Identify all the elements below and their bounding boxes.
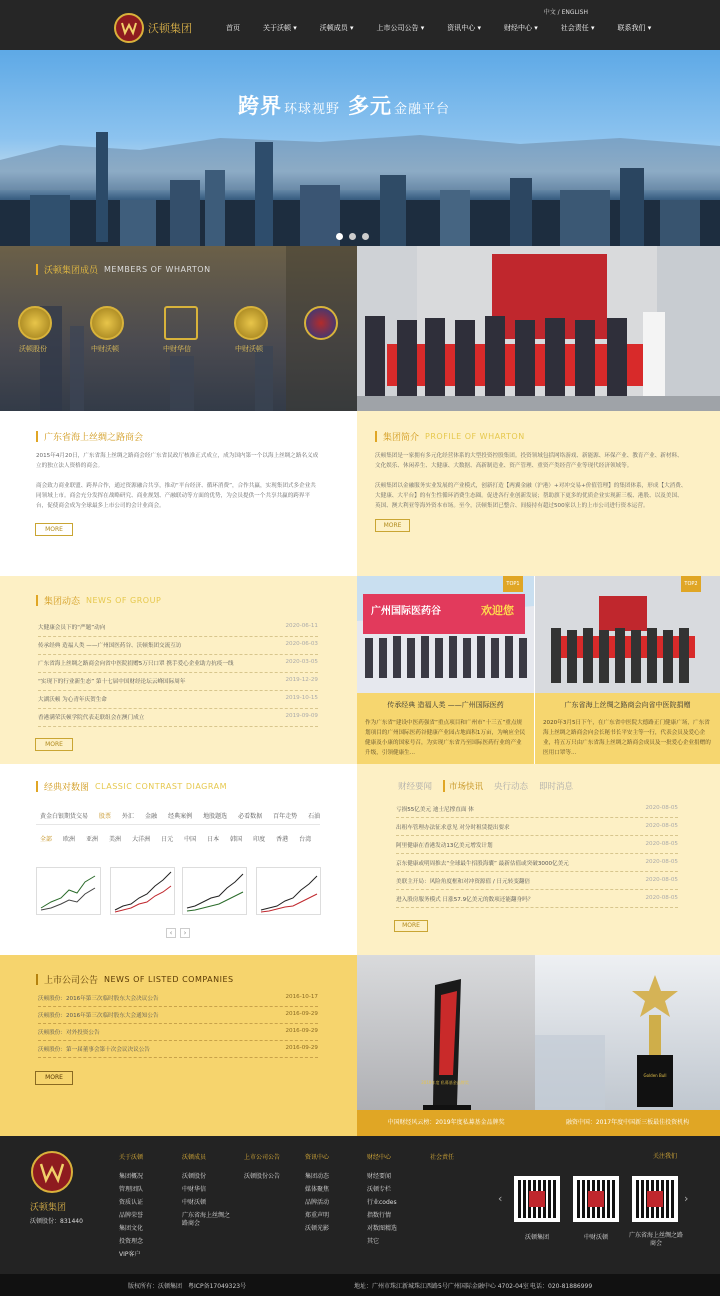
finance-item-date: 2020-08-05	[645, 841, 678, 847]
tabs-divider	[36, 824, 320, 825]
qr-code-icon	[514, 1176, 560, 1222]
dynamics-item-date: 2019-09-09	[285, 713, 318, 719]
logo-text: 沃顿集团	[148, 22, 192, 35]
dynamics-list-item[interactable]	[38, 713, 318, 727]
top-news-title: 传承经典 造福人类 ——广州国际医药	[387, 701, 504, 709]
contrast-chart-thumbnail[interactable]	[182, 867, 247, 915]
nav-responsibility[interactable]	[561, 23, 595, 33]
nav-finance[interactable]	[504, 23, 538, 33]
footer-link[interactable]: 郑重声明	[305, 1212, 330, 1219]
members-title-en: MEMBERS OF WHARTON	[104, 265, 211, 274]
finance-tab[interactable]: 央行动态	[494, 782, 529, 792]
finance-list-item[interactable]	[396, 877, 678, 890]
member-badge-icon[interactable]	[164, 306, 198, 340]
copyright-text: 版权所有：沃顿集团 粤ICP备17049323号	[128, 1283, 247, 1290]
nav-home[interactable]: 首页	[226, 24, 240, 32]
chevron-down-icon: ▾	[420, 24, 425, 32]
profile-more-button[interactable]: MORE	[375, 519, 410, 532]
region-tab[interactable]: 台湾	[299, 836, 312, 843]
footer-link[interactable]: 集团概况	[119, 1173, 144, 1180]
finance-list-item[interactable]	[396, 805, 678, 818]
footer-link[interactable]: 沃顿股份公告	[244, 1173, 281, 1180]
donation-photo[interactable]	[357, 246, 720, 411]
contrast-chart-image	[183, 868, 246, 914]
pager-next-button[interactable]: ›	[180, 928, 190, 938]
qr-label: 广东省海上丝绸之路商会	[628, 1232, 683, 1247]
carousel-dots	[336, 233, 369, 240]
region-tab[interactable]: 大洋洲	[132, 836, 151, 843]
language-switch	[544, 7, 588, 16]
footer-link[interactable]: 其它	[367, 1238, 380, 1245]
footer-link[interactable]: 沃顿股份	[182, 1173, 207, 1180]
qr-prev-arrow-icon[interactable]: ‹	[498, 1192, 503, 1205]
dynamics-list-item[interactable]	[38, 659, 318, 673]
footer-column-head: 社会责任	[430, 1154, 455, 1161]
finance-item-date: 2020-08-05	[645, 823, 678, 829]
finance-tab[interactable]: 即时消息	[539, 782, 574, 792]
finance-tab[interactable]: 财经要闻	[398, 782, 433, 792]
dynamics-title-cn: 集团动态	[44, 597, 81, 607]
member-badge-icon[interactable]	[90, 306, 124, 340]
dynamics-item-text: 广东省海上丝绸之路商会向省中医院捐赠5万只口罩 携手爱心企业助力抗疫一线	[38, 661, 234, 667]
nav-contact[interactable]	[618, 23, 652, 33]
listed-item-date: 2016-10-17	[285, 994, 318, 1000]
finance-list-item[interactable]	[396, 859, 678, 872]
contrast-chart-thumbnail[interactable]	[110, 867, 175, 915]
footer-column	[182, 1151, 230, 1228]
star-trophy-icon	[535, 955, 720, 1136]
pager-prev-button[interactable]: ‹	[166, 928, 176, 938]
footer-link[interactable]: 沃顿光影	[305, 1225, 330, 1232]
footer-link[interactable]: 中财沃顿	[182, 1199, 207, 1206]
region-tab[interactable]: 印度	[253, 836, 266, 843]
association-more-button[interactable]: MORE	[35, 523, 73, 536]
profile-title-cn: 集团简介	[383, 433, 420, 443]
footer-column-head: 上市公司公告	[244, 1154, 281, 1161]
dynamics-item-date: 2020-06-11	[285, 623, 318, 629]
finance-item-text: 出租车管理办法征求意见 对分时租赁提出要求	[396, 825, 510, 831]
listed-list-item[interactable]	[38, 994, 318, 1007]
footer-link[interactable]: 指数行情	[367, 1212, 392, 1219]
listed-list-item[interactable]	[38, 1028, 318, 1041]
top-news-photo-image	[535, 576, 720, 693]
finance-tabs	[398, 780, 584, 792]
dynamics-more-button[interactable]: MORE	[35, 738, 73, 751]
hero-slogan	[238, 90, 458, 120]
contrast-tab[interactable]: 经典案例	[168, 813, 193, 820]
contrast-chart-image	[111, 868, 174, 914]
poster-subtitle: 欢迎您	[481, 604, 514, 617]
contrast-tab[interactable]: 石油	[308, 813, 321, 820]
region-tab[interactable]: 中国	[184, 836, 197, 843]
footer-link[interactable]: 沃顿专栏	[367, 1186, 392, 1193]
dynamics-item-text: 大健康会员下的“严题”动向	[38, 625, 106, 631]
footer-link[interactable]: 品牌荣誉	[119, 1212, 144, 1219]
footer-link[interactable]: 集团文化	[119, 1225, 144, 1232]
footer-logo[interactable]	[30, 1150, 74, 1196]
top-news-tag: TOP1	[503, 576, 523, 592]
finance-list-item[interactable]	[396, 823, 678, 836]
nav-responsibility-label: 社会责任	[560, 24, 589, 32]
footer-column	[367, 1151, 397, 1248]
region-tab[interactable]: 韩国	[230, 836, 243, 843]
footer-link[interactable]: 行业codes	[367, 1199, 397, 1206]
footer-logo-text: 沃顿集团	[30, 1203, 67, 1213]
hero-small-1: 环球视野	[284, 102, 341, 117]
listed-item-text: 沃顿股份：2016年第三次临时股东大会决议公告	[38, 996, 159, 1002]
chevron-down-icon: ▾	[590, 24, 595, 32]
carousel-dot[interactable]	[362, 233, 369, 240]
listed-item-date: 2016-09-29	[285, 1011, 318, 1017]
members-title-cn: 沃顿集团成员	[44, 266, 99, 276]
title-bar	[36, 264, 38, 275]
footer-column-head: 关于沃顿	[119, 1154, 144, 1161]
footer-column	[305, 1151, 329, 1235]
member-label[interactable]: 中财华信	[163, 345, 191, 353]
title-bar	[36, 974, 38, 985]
top-news-title: 广东省海上丝绸之路商会向省中医院捐赠	[564, 701, 691, 709]
award-caption: 融资中国：2017年度中国新三板最佳投资机构	[535, 1110, 720, 1136]
dynamics-list-item[interactable]	[38, 695, 318, 709]
carousel-dot[interactable]	[336, 233, 343, 240]
contrast-title-cn: 经典对数图	[44, 783, 90, 793]
finance-item-text: 京东健康或明周推去“全球最牛招股海囊” 最新估值或突破3000亿美元	[396, 861, 569, 867]
top-news-photo-image	[357, 576, 534, 693]
chevron-down-icon: ▾	[349, 24, 354, 32]
footer-link[interactable]: 路商会	[182, 1220, 201, 1227]
qr-label: 沃顿集团	[524, 1234, 549, 1241]
finance-item-text: 美联主开局：风险角度框和对冲资源值 / 日元转变翻倍	[396, 879, 531, 885]
top-news-photo	[357, 576, 534, 693]
phone-text: 电话：020-81886999	[530, 1283, 593, 1290]
contrast-tabs-primary	[40, 811, 331, 820]
listed-title-en: NEWS OF LISTED COMPANIES	[104, 975, 234, 984]
award-plaque-text: Golden Bull	[643, 1073, 667, 1078]
title-bar	[36, 431, 38, 442]
contrast-title	[36, 780, 227, 793]
association-para-2: 商会致力商业联盟、跨界合作，通过资源融合共享，推动“平台经济、循环消费”，合作共赢，实现集团式多企业共同领域上市。商会充分发挥在战略研究、商业规划、产融联动等方面的优势，为会员提供一个共享共赢的跨界平台，促使商会成为全球最多上市公司的会计业商会。	[36, 483, 316, 509]
profile-para-1: 沃顿集团是一家拥有多元化经营体系的大型投资控股集团。投资领域包括网络游戏、新能源、环保产业、教育产业、新材料、文化娱乐、休闲养生、大健康、大数据、高新制造业、资产管理、重资产类经营产业等现代经济领域等。	[375, 453, 683, 469]
nav-listed[interactable]	[377, 23, 425, 33]
chevron-down-icon: ▾	[477, 24, 481, 32]
qr-code-icon	[632, 1176, 678, 1222]
hero-big-2: 多元	[348, 94, 393, 118]
region-tab[interactable]: 亚洲	[86, 836, 99, 843]
title-bar	[375, 431, 377, 442]
footer-link[interactable]: 集团动态	[305, 1173, 330, 1180]
contrast-tab[interactable]: 外汇	[122, 813, 135, 820]
member-badge-icon[interactable]	[18, 306, 52, 340]
nav-news-label: 资讯中心	[447, 24, 476, 32]
award-card[interactable]	[535, 955, 720, 1136]
hero-big-1: 跨界	[238, 94, 282, 118]
address-text: 地址：广州市珠江新城珠江西路5号广州国际金融中心 4702-04室	[354, 1283, 529, 1290]
listed-item-date: 2016-09-29	[285, 1045, 318, 1051]
nav-members[interactable]	[320, 23, 354, 33]
top-news-photo	[535, 576, 720, 693]
contrast-chart-thumbnail[interactable]	[36, 867, 101, 915]
contrast-tab[interactable]: 必看数据	[238, 813, 263, 820]
listed-list-item[interactable]	[38, 1045, 318, 1058]
footer-column	[119, 1151, 143, 1261]
qr-next-arrow-icon[interactable]: ›	[684, 1192, 689, 1205]
contrast-chart-thumbnail[interactable]	[256, 867, 321, 915]
footer-link[interactable]: VIP客户	[119, 1251, 141, 1258]
chevron-down-icon: ▾	[534, 24, 538, 32]
nav-about[interactable]	[263, 23, 297, 33]
region-tab[interactable]: 日本	[207, 836, 220, 843]
listed-item-text: 沃顿股份：2016年第三次临时股东大会通知公告	[38, 1013, 159, 1019]
top-news-tag: TOP2	[681, 576, 701, 592]
award-caption: 中国财经风云榜：2019年度私募基金品牌奖	[357, 1110, 535, 1136]
association-title-text: 广东省海上丝绸之路商会	[44, 433, 144, 443]
top-news-desc: 2020年3月5日下午，在广东省中医院大德路正门健康广场，广东省海上丝绸之路商会向会长秘书长平安主等一行，代表会员及爱心企业，将五万只由广东省海上丝绸之路商会成员及一批爱心企业捐赠的医用口罩等...	[543, 720, 711, 756]
top-news-card[interactable]	[357, 576, 534, 764]
top-header	[0, 0, 720, 50]
contrast-tabs-secondary	[40, 834, 322, 843]
region-tab[interactable]: 欧洲	[63, 836, 76, 843]
top-news-card[interactable]	[535, 576, 720, 764]
finance-item-text: 进入股房服务模式 日涨57.9亿美元的数项还能翻身吗？	[396, 897, 534, 903]
association-title	[36, 430, 143, 443]
member-label[interactable]: 中财沃顿	[91, 345, 119, 353]
main-nav	[226, 23, 674, 33]
chevron-down-icon: ▾	[293, 24, 297, 32]
dynamics-item-date: 2020-03-05	[285, 659, 318, 665]
listed-item-text: 沃顿股份：对外投资公告	[38, 1030, 100, 1036]
award-plaque-text: 2019年度 私募基金品牌奖	[421, 1080, 469, 1085]
dynamics-item-date: 2019-12-29	[285, 677, 318, 683]
footer-link[interactable]: 中财华信	[182, 1186, 207, 1193]
members-title	[36, 263, 211, 276]
trophy-icon	[357, 955, 535, 1136]
lang-separator: /	[557, 9, 560, 16]
contrast-tab[interactable]: 百年走势	[273, 813, 298, 820]
contrast-tab[interactable]: 金融	[145, 813, 158, 820]
nav-news[interactable]	[447, 23, 481, 33]
profile-title-en: PROFILE OF WHARTON	[425, 432, 525, 441]
profile-title	[375, 430, 525, 443]
listed-item-date: 2016-09-29	[285, 1028, 318, 1034]
footer-link[interactable]: 管理团队	[119, 1186, 144, 1193]
region-tab[interactable]: 香港	[276, 836, 289, 843]
finance-item-date: 2020-08-05	[645, 805, 678, 811]
finance-item-date: 2020-08-05	[645, 859, 678, 865]
listed-title-cn: 上市公司公告	[44, 976, 99, 986]
association-para-1: 2015年4月20日，广东省海上丝绸之路商会经广东省民政厅核准正式成立，成为国内第一个以海上丝绸之路名义成立的独立法人资格的商会。	[36, 453, 319, 469]
member-badge-icon[interactable]	[304, 306, 338, 340]
region-tab[interactable]: 日元	[161, 836, 174, 843]
city-skyline-image	[0, 50, 720, 246]
footer-link[interactable]: 投资理念	[119, 1238, 144, 1245]
poster-title: 广州国际医药谷	[371, 606, 441, 617]
finance-item-text: 亏损55亿美元 迪士尼撑直面 体	[396, 807, 474, 813]
nav-about-label: 关于沃顿	[263, 24, 291, 32]
contrast-chart-image	[257, 868, 320, 914]
hero-banner	[0, 50, 720, 246]
member-label[interactable]: 中财沃顿	[235, 345, 263, 353]
member-label[interactable]: 沃顿股份	[19, 345, 47, 353]
footer-link[interactable]: 对数图精选	[367, 1225, 398, 1232]
dynamics-list-item[interactable]	[38, 623, 318, 637]
footer-link[interactable]: 媒体聚焦	[305, 1186, 330, 1193]
dynamics-item-date: 2019-10-15	[285, 695, 318, 701]
hero-small-2: 金融平台	[394, 102, 451, 117]
dynamics-list-item[interactable]	[38, 677, 318, 691]
nav-finance-label: 财经中心	[504, 24, 532, 32]
dynamics-title-en: NEWS OF GROUP	[86, 596, 162, 605]
member-badge-icon[interactable]	[234, 306, 268, 340]
dynamics-item-date: 2020-06-03	[285, 641, 318, 647]
contrast-title-en: CLASSIC CONTRAST DIAGRAM	[95, 782, 227, 791]
lang-en-link[interactable]: ENGLISH	[561, 9, 588, 16]
finance-list-item[interactable]	[396, 895, 678, 908]
listed-more-button[interactable]: MORE	[35, 1071, 73, 1085]
region-tab[interactable]: 美洲	[109, 836, 122, 843]
dynamics-title	[36, 594, 161, 607]
dynamics-item-text: 香港满荣沃顿学院代表走联组会在澳门成立	[38, 715, 145, 721]
footer-link[interactable]: 财经要闻	[367, 1173, 392, 1180]
logo[interactable]	[114, 13, 192, 43]
title-bar	[36, 595, 38, 606]
finance-list-item[interactable]	[396, 841, 678, 854]
copyright-bar	[0, 1274, 720, 1296]
finance-tab[interactable]: 市场快讯	[443, 780, 483, 792]
listed-title	[36, 973, 234, 986]
dynamics-item-text: 大湖沃顿 为心青年庆贺生命	[38, 697, 107, 703]
finance-item-text: 阿里健康在香港发动13亿美元增发计划	[396, 843, 493, 849]
title-bar	[36, 781, 38, 792]
footer-column-head: 财经中心	[367, 1154, 392, 1161]
contrast-chart-image	[37, 868, 100, 914]
contrast-tab[interactable]: 黄金白银期货交易	[40, 813, 89, 820]
nav-listed-label: 上市公司公告	[376, 24, 419, 32]
lang-zh-link[interactable]: 中文	[543, 9, 556, 16]
nav-members-label: 沃顿成员	[319, 24, 348, 32]
footer-column	[244, 1151, 280, 1183]
footer-follow-title: 关注我们	[653, 1153, 678, 1160]
award-card[interactable]	[357, 955, 535, 1136]
footer-stock-code: 沃顿股份：831440	[30, 1218, 83, 1225]
footer-link[interactable]: 品牌活动	[305, 1199, 330, 1206]
contrast-tab[interactable]: 地股题选	[203, 813, 228, 820]
donation-photo-image	[357, 246, 720, 411]
region-tab[interactable]: 全部	[40, 836, 53, 843]
footer-column-head: 沃顿成员	[182, 1154, 207, 1161]
footer-column	[430, 1151, 454, 1170]
finance-more-button[interactable]: MORE	[394, 920, 428, 932]
qr-code-icon	[573, 1176, 619, 1222]
carousel-dot[interactable]	[349, 233, 356, 240]
footer-link[interactable]: 资质认证	[119, 1199, 144, 1206]
listed-list-item[interactable]	[38, 1011, 318, 1024]
qr-label: 中财沃顿	[583, 1234, 608, 1241]
footer-column-head: 资讯中心	[305, 1154, 330, 1161]
finance-item-date: 2020-08-05	[645, 895, 678, 901]
profile-para-2: 沃顿集团以金融服务实业发展的产业模式，创新打造【两翼金融（沪港）+对冲交易+价值管理】的集团体系，形成【大消费、大健康、大平台】的有生性循环消费生态圈。促进各行业创新发展；帮助旗下更多的优质企业实现新三板、港股、以及美国、英国、澳大利亚等海外资本市场。至今，沃顿集团已整合、间接持有超过500家以上的上市公司进行资本运营。	[375, 483, 687, 509]
listed-item-text: 沃顿股份：第一届董事会第十次会议决议公告	[38, 1047, 150, 1053]
logo-emblem-icon	[114, 13, 144, 43]
chevron-down-icon: ▾	[647, 24, 652, 32]
dynamics-item-text: “实现下的行业新生态” 第十七届中国财经论坛云峰国际周年	[38, 679, 186, 685]
dynamics-item-text: 传承经典 造福人类 ——广州国医药谷、沃顿集团交流互访	[38, 643, 182, 649]
contrast-tab[interactable]: 股票	[99, 813, 112, 820]
footer-link[interactable]: 广东省海上丝绸之	[182, 1212, 231, 1219]
footer-logo-emblem-icon	[30, 1150, 74, 1196]
finance-item-date: 2020-08-05	[645, 877, 678, 883]
top-news-desc: 作为广东省“建设中医药强省”重点项目和广州市“十三五”重点规划项目的广州国际医药谷健康产业园占地面积1万亩，为响应全民健康及小康的国家号召，为实现广东省乃至国际医药行业的产业升级，引领健康生...	[365, 720, 526, 756]
nav-contact-label: 联系我们	[617, 24, 646, 32]
dynamics-list-item[interactable]	[38, 641, 318, 655]
